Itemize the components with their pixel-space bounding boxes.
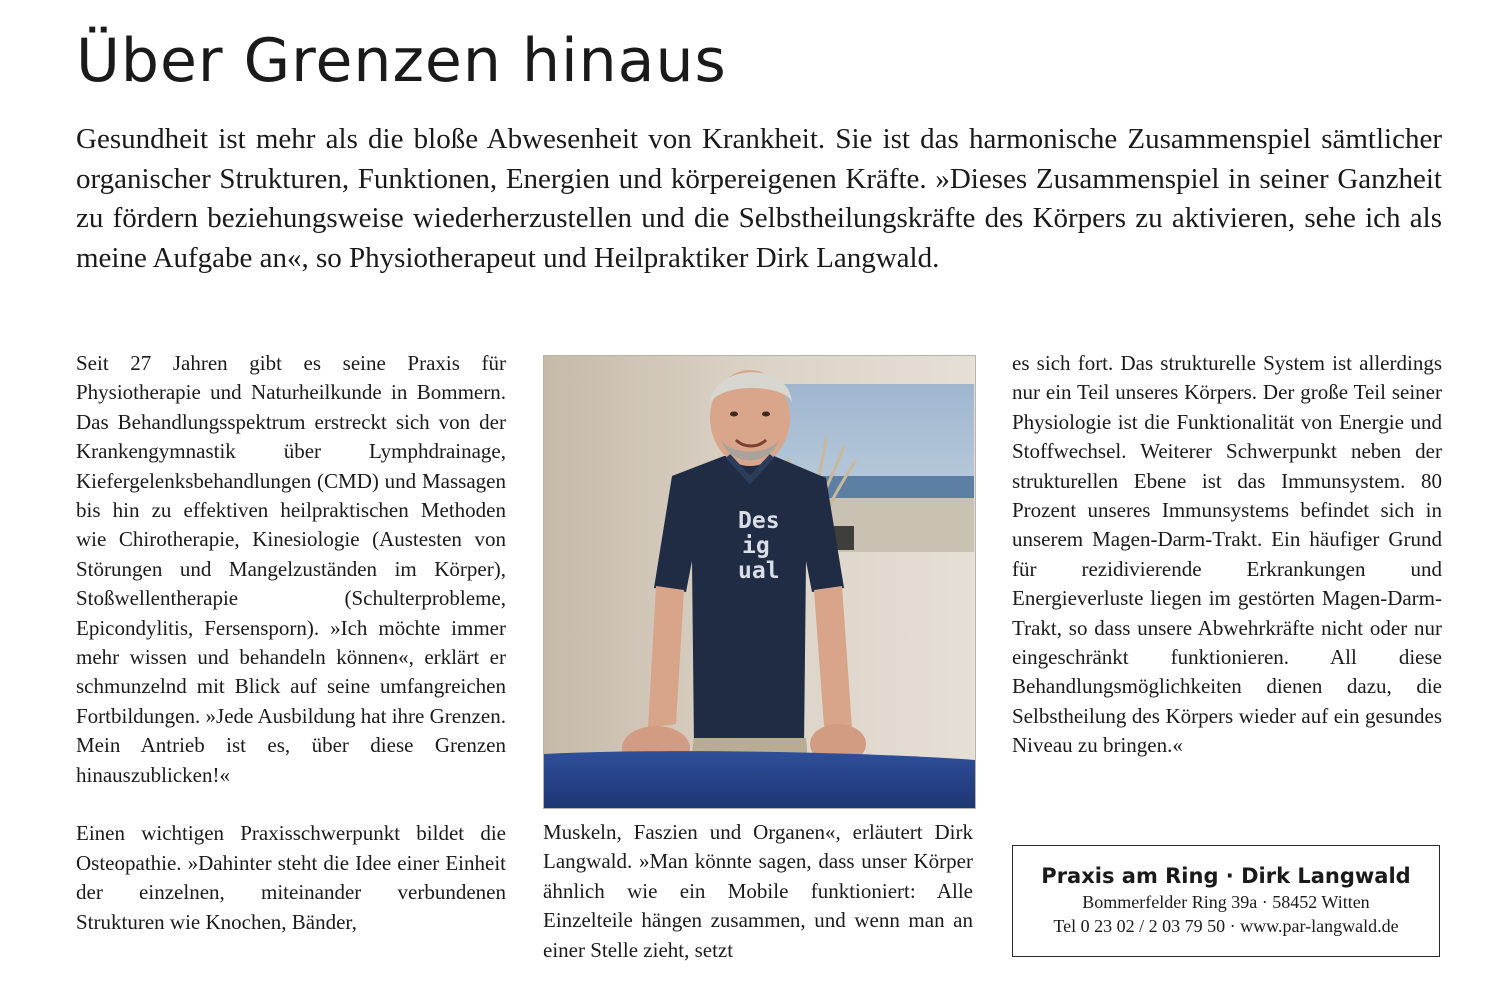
article-lead: Gesundheit ist mehr als die bloße Abwesenheit von Krankheit. Sie ist das harmonische Zusammenspiel sämtlicher organischer Strukturen, Funktionen, Energien und körpereigenen Kräfte. »Dieses Zusammenspiel in seiner Ganzheit zu fördern beziehungsweise wiederherzustellen und die Selbstheilungskräfte des Körpers zu aktivieren, sehe ich als meine Aufgabe an«, so Physiotherapeut und Heilpraktiker Dirk Langwald. xyxy=(76,123,1442,274)
shirt-print-line-2: ig xyxy=(742,533,770,559)
column-1-paragraph-1: Seit 27 Jahren gibt es seine Praxis für Physiotherapie und Naturheilkunde in Bommern. Das Behandlungsspektrum erstreckt sich von der Krankengymnastik über Lymphdrainage, Kiefergelenksbehandlungen (CMD) und Massagen bis hin zu effektiven heilpraktischen Methoden wie Chirotherapie, Kinesiologie (Austesten von Störungen und Mangelzuständen im Körper), Stoßwellentherapie (Schulterprobleme, Epicondylitis, Fersensporn). »Ich möchte immer mehr wissen und behandeln können«, erklärt er schmunzelnd mit Blick auf seine umfangreichen Fortbildungen. »Jede Ausbildung hat ihre Grenzen. Mein Antrieb ist es, über diese Grenzen hinauszublicken!« xyxy=(76,351,506,787)
shirt-print-line-3: ual xyxy=(738,558,780,584)
article-title: Über Grenzen hinaus xyxy=(76,26,727,96)
portrait-photo xyxy=(543,355,976,809)
practice-address: Bommerfelder Ring 39a · 58452 Witten xyxy=(1082,892,1370,912)
shirt-print-line-1: Des xyxy=(738,508,780,534)
column-1-paragraph-2: Einen wichtigen Praxisschwerpunkt bildet die Osteopathie. »Dahinter steht die Idee einer Einheit der einzelnen, miteinander verbundenen Strukturen wie Knochen, Bänder, xyxy=(76,821,506,934)
column-2-paragraph-1: Muskeln, Faszien und Organen«, erläutert Dirk Langwald. »Man könnte sagen, dass unser Körper ähnlich wie ein Mobile funktioniert: Alle Einzelteile hängen zusammen, und wenn man an einer Stelle zieht, setzt xyxy=(543,820,973,962)
practice-phone-website: Tel 0 23 02 / 2 03 79 50 · www.par-langwald.de xyxy=(1053,916,1399,936)
practice-name: Praxis am Ring · Dirk Langwald xyxy=(1041,864,1411,888)
column-3 xyxy=(1012,349,1442,761)
column-1 xyxy=(76,349,506,937)
column-3-paragraph-1: es sich fort. Das strukturelle System ist allerdings nur ein Teil unseres Körpers. Der große Teil seiner Physiologie ist die Funktionalität von Energie und Stoffwechsel. Weiterer Schwerpunkt neben der strukturellen Ebene ist das Immunsystem. 80 Prozent unseres Immunsystems befindet sich in unserem Magen-Darm-Trakt. Ein häufiger Grund für rezidivierende Erkrankungen und Energieverluste liegen im gestörten Magen-Darm-Trakt, so dass unsere Abwehrkräfte nicht oder nur eingeschränkt funktionieren. All diese Behandlungsmöglichkeiten dienen dazu, die Selbstheilung des Körpers wieder auf ein gesundes Niveau zu bringen.« xyxy=(1012,351,1442,758)
treatment-table xyxy=(544,751,975,808)
contact-box xyxy=(1012,845,1440,957)
column-2 xyxy=(543,818,973,965)
